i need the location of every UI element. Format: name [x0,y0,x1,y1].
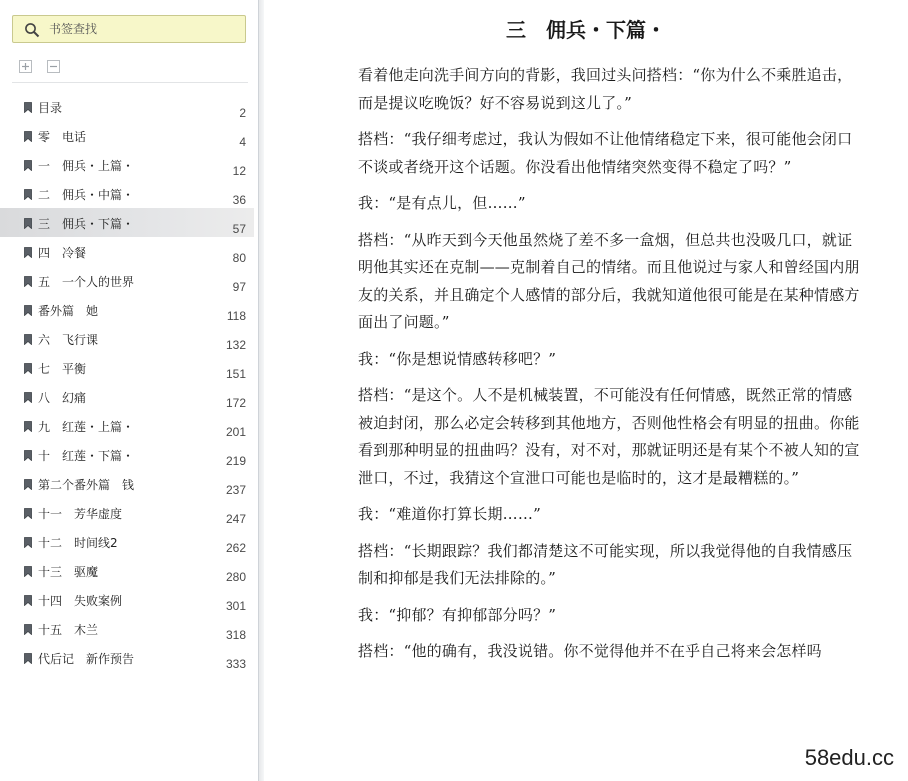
bookmark-icon [24,102,32,113]
bookmark-item[interactable] [0,614,254,643]
bookmark-label: 七 平衡 [38,362,87,376]
bookmark-icon [24,479,32,490]
document-page [264,0,908,781]
bookmark-page-number: 57 [232,222,246,236]
bookmark-page-number: 219 [225,454,246,468]
bookmark-item[interactable] [0,440,254,469]
bookmark-item[interactable] [0,527,254,556]
paragraph: 我：“抑郁？有抑郁部分吗？” [358,605,557,624]
bookmark-page-number: 280 [225,570,246,584]
bookmark-label: 十二 时间线2 [38,536,118,550]
paragraph: 看着他走向洗手间方向的背影，我回过头问搭档：“你为什么不乘胜追击，而是提议吃晚饭？好不容易说到这儿了。” [358,66,853,112]
chapter-body [358,62,860,675]
bookmark-item[interactable] [0,92,254,121]
paragraph: 搭档：“我仔细考虑过，我认为假如不让他情绪稳定下来，很可能他会闭口不谈或者绕开这个话题。你没看出他情绪突然变得不稳定了吗？” [358,130,853,176]
bookmark-page-number: 4 [239,135,246,149]
bookmark-icon [24,508,32,519]
bookmark-list [0,92,258,672]
bookmark-item[interactable] [0,179,254,208]
bookmark-label: 九 红莲・上篇・ [38,420,135,434]
paragraph: 我：“难道你打算长期……” [358,505,541,523]
toolbar-divider [12,82,248,83]
bookmark-sidebar [0,0,259,781]
bookmark-icon [24,247,32,258]
bookmark-page-number: 132 [225,338,246,352]
bookmark-icon [24,276,32,287]
bookmark-icon [24,189,32,200]
bookmark-page-number: 172 [225,396,246,410]
bookmark-page-number: 36 [232,193,246,207]
bookmark-item[interactable] [0,643,254,672]
bookmark-page-number: 80 [232,251,246,265]
bookmark-item[interactable] [0,237,254,266]
search-icon [24,22,40,38]
paragraph: 搭档：“从昨天到今天他虽然烧了差不多一盒烟，但总共也没吸几口，就证明他其实还在克制——克制着自己的情绪。而且他说过与家人和曾经国内朋友的关系，并且确定个人感情的部分后，我就知道他很可能是在某种情感方面出了问题。” [358,230,860,331]
bookmark-page-number: 118 [226,309,246,323]
paragraph: 搭档：“是这个。人不是机械装置，不可能没有任何情感，既然正常的情感被迫封闭，那么必定会转移到其他地方，否则他性格会有明显的扭曲。你能看到那种明显的扭曲吗？没有，对不对，那就证明还是有某个不被人知的宣泄口，不过，我猜这个宣泄口可能也是临时的，这才是最糟糕的。” [358,386,860,487]
bookmark-icon [24,624,32,635]
bookmark-label: 二 佣兵・中篇・ [38,188,135,202]
bookmark-icon [24,392,32,403]
bookmark-label: 三 佣兵・下篇・ [38,217,135,231]
bookmark-icon [24,566,32,577]
paragraph: 搭档：“长期跟踪？我们都清楚这不可能实现，所以我觉得他的自我情感压制和抑郁是我们无法排除的。” [358,541,853,587]
bookmark-icon [24,218,32,229]
bookmark-label: 十五 木兰 [38,623,99,637]
bookmark-label: 十一 芳华虚度 [38,507,123,521]
bookmark-label: 第二个番外篇 钱 [38,478,135,492]
bookmark-page-number: 2 [239,106,246,120]
bookmark-item[interactable] [0,324,254,353]
bookmark-item[interactable] [0,382,254,411]
bookmark-item[interactable] [0,295,254,324]
bookmark-icon [24,537,32,548]
bookmark-label: 五 一个人的世界 [38,275,135,289]
chapter-title: 三 佣兵・下篇・ [506,18,666,42]
paragraph: 我：“是有点儿，但……” [358,194,526,212]
bookmark-page-number: 301 [225,599,246,613]
bookmark-item[interactable] [0,353,254,382]
bookmark-label: 四 冷餐 [38,246,87,260]
bookmark-label: 零 电话 [38,130,87,144]
bookmark-item[interactable] [0,121,254,150]
paragraph: 搭档：“他的确有，我没说错。你不觉得他并不在乎自己将来会怎样吗 [358,642,822,660]
bookmark-icon [24,450,32,461]
bookmark-icon [24,160,32,171]
bookmark-label: 番外篇 她 [38,304,99,318]
bookmark-label: 代后记 新作预告 [38,652,135,666]
bookmark-icon [24,595,32,606]
bookmark-page-number: 201 [225,425,246,439]
bookmark-icon [24,421,32,432]
bookmark-icon [24,131,32,142]
bookmark-page-number: 97 [232,280,246,294]
bookmark-label: 八 幻痛 [38,391,87,405]
bookmark-page-number: 318 [225,628,246,642]
bookmark-item[interactable] [0,556,254,585]
bookmark-item[interactable] [0,150,254,179]
bookmark-item[interactable] [0,585,254,614]
bookmark-search-input[interactable] [49,19,239,39]
bookmark-label: 十四 失败案例 [38,594,123,608]
expand-all-icon[interactable] [19,60,32,73]
bookmark-page-number: 12 [232,164,246,178]
bookmark-icon [24,363,32,374]
bookmark-label: 六 飞行课 [38,333,99,347]
bookmark-page-number: 237 [225,483,246,497]
bookmark-icon [24,653,32,664]
bookmark-label: 十三 驱魔 [38,565,99,579]
bookmark-page-number: 151 [225,367,246,381]
watermark: 58edu.cc [804,745,894,770]
bookmark-item[interactable] [0,498,254,527]
bookmark-item[interactable] [0,266,254,295]
paragraph: 我：“你是想说情感转移吧？” [358,349,557,368]
bookmark-page-number: 247 [225,512,246,526]
collapse-all-icon[interactable] [47,60,60,73]
bookmark-label: 一 佣兵・上篇・ [38,159,135,173]
bookmark-page-number: 262 [225,541,246,555]
bookmark-item[interactable] [0,208,254,237]
bookmark-item[interactable] [0,411,254,440]
bookmark-icon [24,305,32,316]
bookmark-page-number: 333 [225,657,246,671]
bookmark-label: 十 红莲・下篇・ [38,449,135,463]
bookmark-icon [24,334,32,345]
bookmark-item[interactable] [0,469,254,498]
bookmark-search-box[interactable] [12,15,246,43]
bookmark-label: 目录 [38,101,63,115]
